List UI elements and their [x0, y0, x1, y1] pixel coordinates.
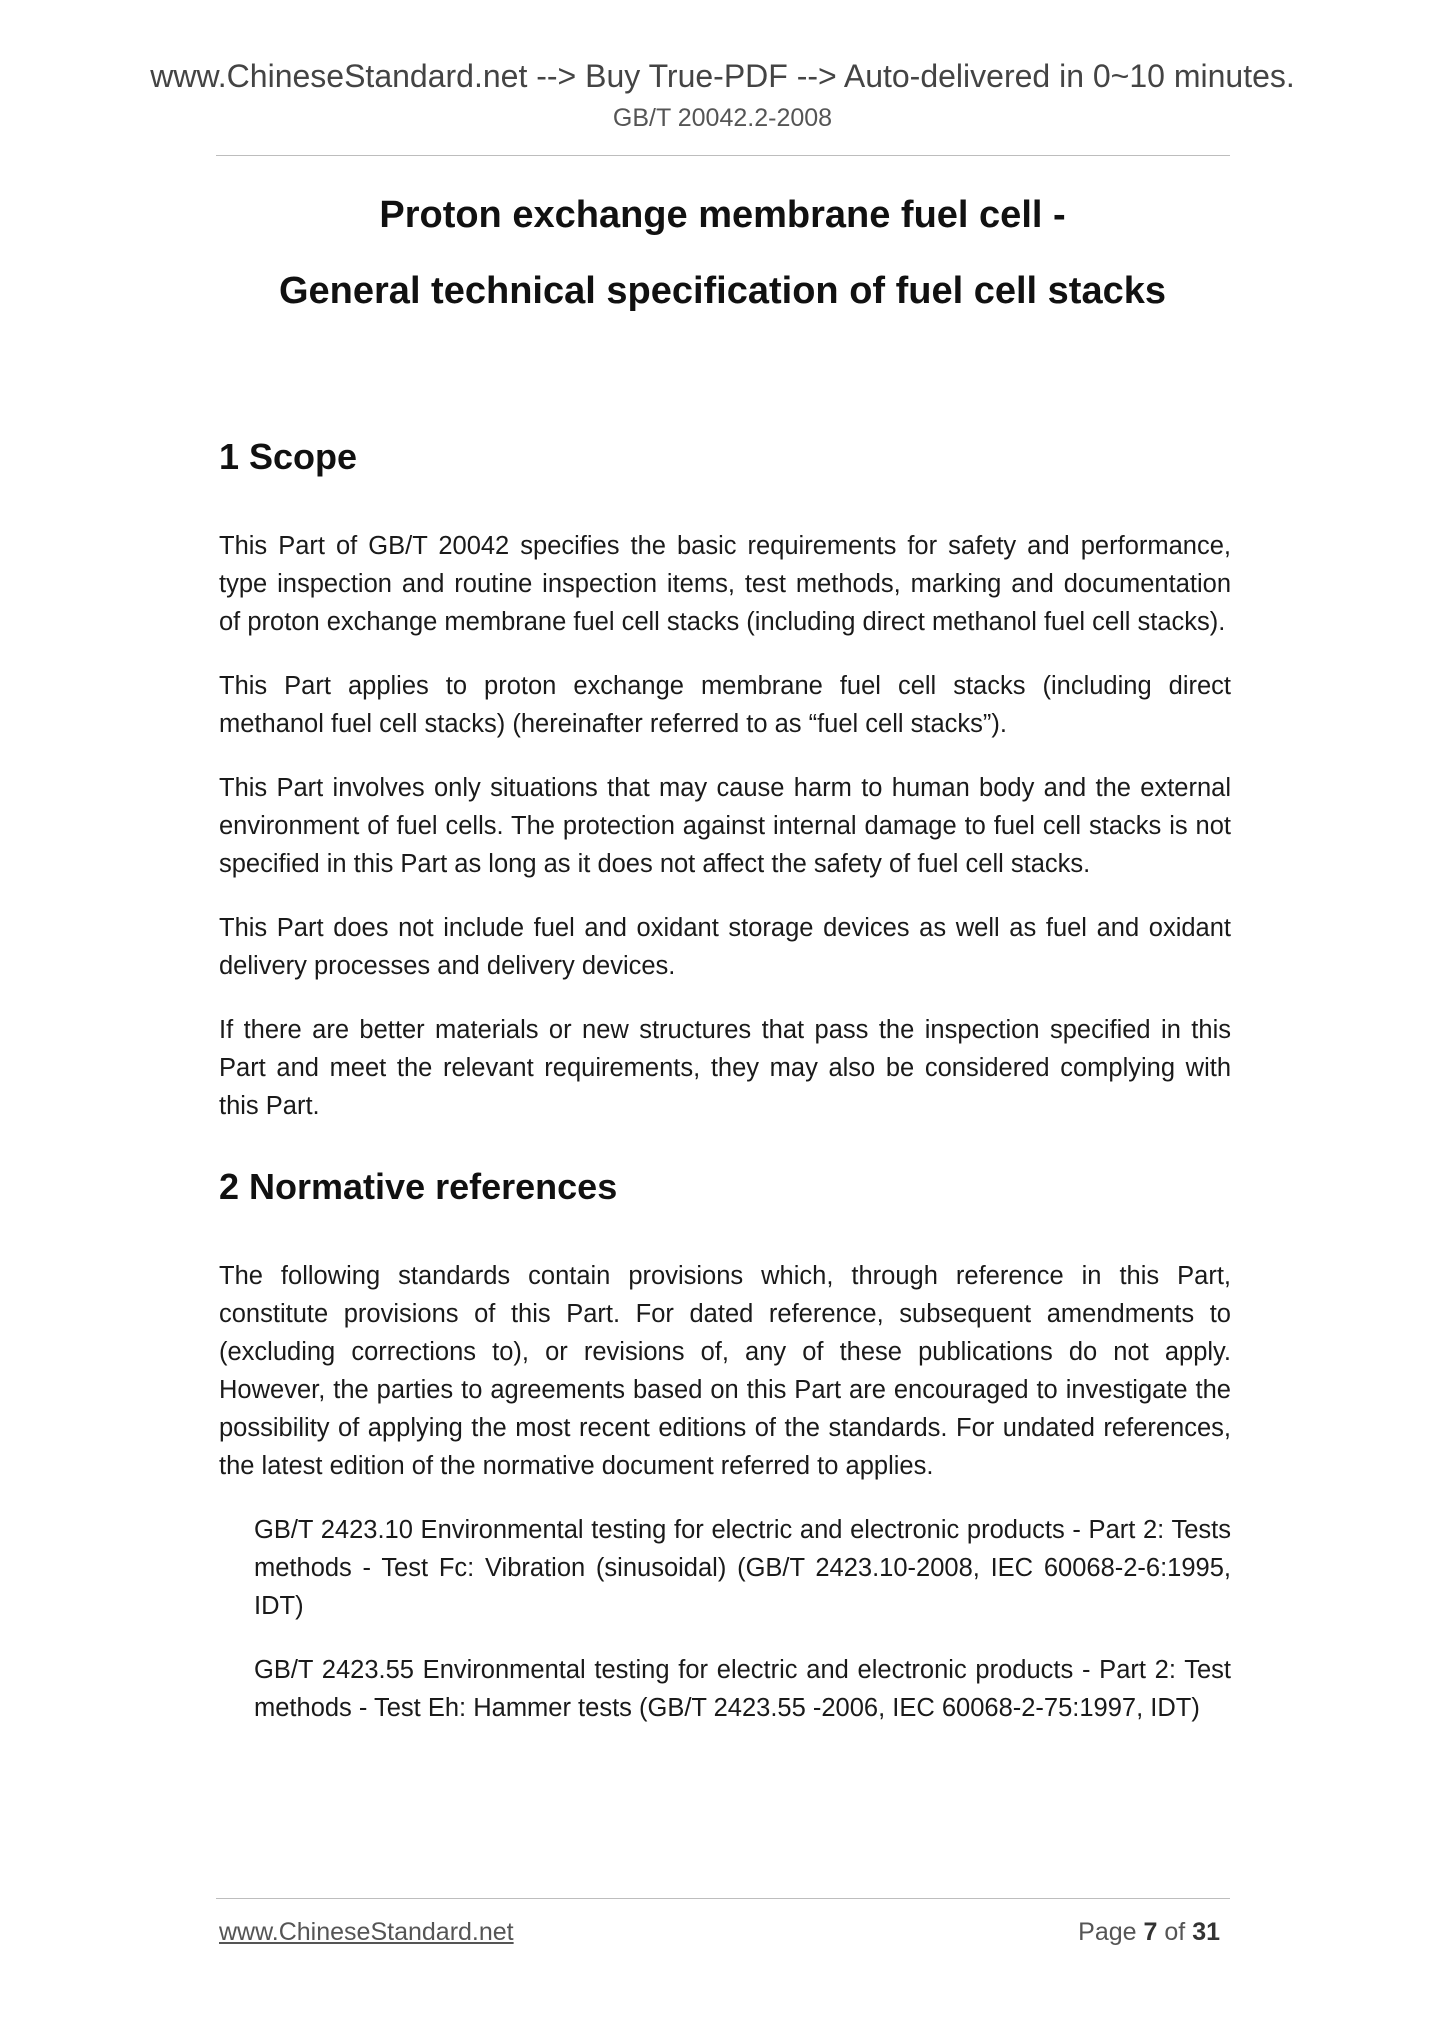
page-total: 31: [1192, 1918, 1220, 1946]
header-divider: [216, 155, 1230, 156]
scope-paragraph: This Part does not include fuel and oxidant storage devices as well as fuel and oxidant delivery processes and delivery devices.: [219, 914, 1231, 980]
normative-intro-paragraph: The following standards contain provisions which, through reference in this Part, constitute provisions of this Part. For dated reference, subsequent amendments to (excluding corrections to), or revisions of, any of these publications do not apply. However, the parties to agreements based on this Part are encouraged to investigate the possibility of applying the most recent editions of the standards. For undated references, the latest edition of the normative document referred to applies.: [219, 1262, 1231, 1480]
document-title-line1: Proton exchange membrane fuel cell -: [379, 194, 1066, 236]
page-current: 7: [1143, 1918, 1158, 1946]
scope-paragraph: If there are better materials or new structures that pass the inspection specified in this Part and meet the relevant requirements, they may also be considered complying with this Part.: [219, 1016, 1231, 1120]
page-label: Page: [1078, 1918, 1137, 1946]
footer-website-link[interactable]: www.ChineseStandard.net: [219, 1918, 514, 1946]
document-body: [219, 435, 1231, 1753]
scope-paragraph: This Part involves only situations that may cause harm to human body and the external environment of fuel cells. The protection against internal damage to fuel cell stacks is not specified in this Part as long as it does not affect the safety of fuel cell stacks.: [219, 774, 1231, 878]
scope-paragraph: This Part of GB/T 20042 specifies the basic requirements for safety and performance, type inspection and routine inspection items, test methods, marking and documentation of proton exchange membrane fuel cell stacks (including direct methanol fuel cell stacks).: [219, 532, 1231, 636]
page-of-label: of: [1164, 1918, 1186, 1946]
footer-divider: [216, 1898, 1230, 1899]
reference-item: GB/T 2423.10 Environmental testing for electric and electronic products - Part 2: Tests methods - Test Fc: Vibration (sinusoidal) (GB/T 2423.10-2008, IEC 60068-2-6:1995, IDT): [254, 1516, 1231, 1620]
scope-paragraph: This Part applies to proton exchange membrane fuel cell stacks (including direct methanol fuel cell stacks) (hereinafter referred to as “fuel cell stacks”).: [219, 672, 1231, 738]
reference-item: GB/T 2423.55 Environmental testing for electric and electronic products - Part 2: Test methods - Test Eh: Hammer tests (GB/T 2423.55 -2006, IEC 60068-2-75:1997, IDT): [254, 1656, 1231, 1722]
page-number: [1078, 1916, 1220, 1948]
document-title-line2: General technical specification of fuel cell stacks: [278, 270, 1166, 312]
standard-number: GB/T 20042.2-2008: [612, 104, 833, 132]
section-heading-normative-references: 2 Normative references: [219, 1166, 618, 1207]
header-banner: www.ChineseStandard.net --> Buy True-PDF --> Auto-delivered in 0~10 minutes.: [150, 58, 1295, 94]
section-heading-scope: 1 Scope: [219, 436, 358, 477]
